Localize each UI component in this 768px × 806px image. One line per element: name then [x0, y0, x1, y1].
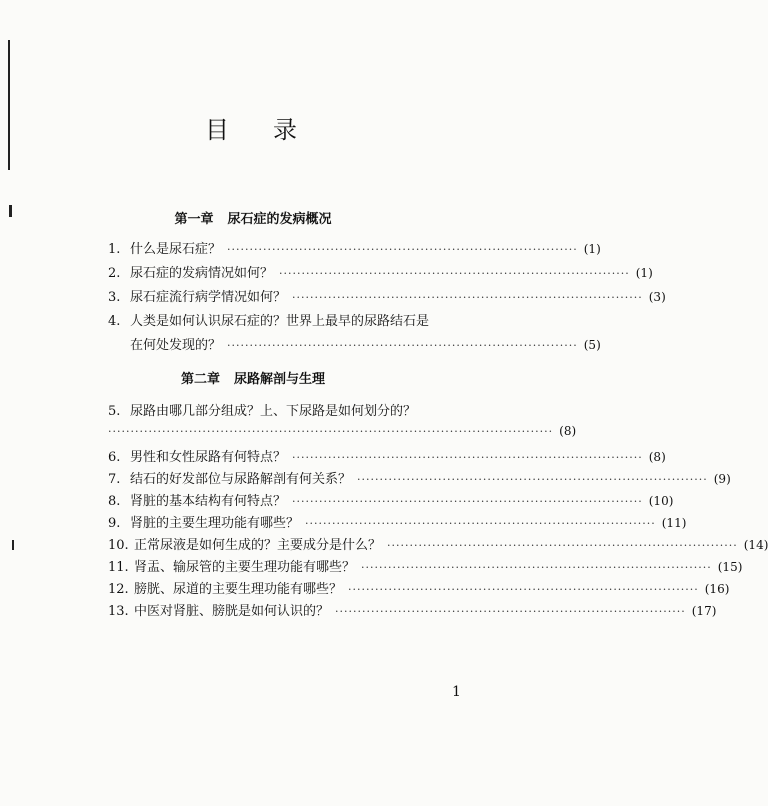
leader-dots: ·············································································· — [227, 243, 578, 256]
toc-entry[interactable] — [108, 556, 743, 576]
entry-page: (3) — [648, 290, 666, 304]
toc-entry[interactable] — [108, 600, 717, 620]
entry-number: 13. — [108, 604, 129, 619]
entry-number: 7. — [108, 472, 121, 487]
entry-number: 5. — [108, 404, 121, 419]
leader-dots: ·············································································· — [292, 495, 643, 508]
toc-entry[interactable] — [108, 262, 653, 282]
toc-entry[interactable] — [108, 446, 666, 466]
entry-number: 11. — [108, 560, 129, 575]
toc-entry[interactable] — [108, 534, 768, 554]
entry-title: 尿路由哪几部分组成？上、下尿路是如何划分的？ — [130, 404, 417, 419]
leader-dots: ·············································································· — [357, 473, 708, 486]
entry-page: (9) — [713, 472, 731, 486]
title-char: 目 — [205, 116, 233, 144]
entry-title: 肾脏的基本结构有何特点？ — [130, 494, 287, 509]
entry-title: 结石的好发部位与尿路解剖有何关系？ — [130, 472, 352, 487]
entry-number: 8. — [108, 494, 121, 509]
leader-dots: ·············································································· — [305, 517, 656, 530]
entry-page: (5) — [583, 338, 601, 352]
chapter-name: 尿路解剖与生理 — [234, 372, 326, 387]
scan-edge-mark — [8, 40, 10, 170]
entry-title: 中医对肾脏、膀胱是如何认识的？ — [134, 604, 330, 619]
chapter-heading — [0, 208, 506, 227]
entry-title: 尿石症的发病情况如何？ — [130, 266, 274, 281]
toc-entry[interactable] — [108, 512, 687, 532]
title-char: 录 — [273, 116, 301, 144]
leader-dots: ·············································································· — [348, 583, 699, 596]
page-title — [0, 110, 506, 145]
chapter-label: 第一章 — [174, 212, 214, 227]
leader-dots: ·············································································· — [279, 267, 630, 280]
entry-page: (17) — [691, 604, 717, 618]
toc-entry[interactable] — [108, 490, 674, 510]
entry-page: (10) — [648, 494, 674, 508]
chapter-heading — [0, 368, 506, 387]
entry-title: 膀胱、尿道的主要生理功能有哪些？ — [134, 582, 343, 597]
toc-entry-continuation[interactable] — [130, 334, 601, 353]
entry-page: (8) — [648, 450, 666, 464]
leader-dots: ·············································································· — [292, 291, 643, 304]
entry-page: (15) — [717, 560, 743, 574]
entry-title: 男性和女性尿路有何特点？ — [130, 450, 287, 465]
entry-page: (8) — [559, 424, 577, 438]
page-number: 1 — [452, 684, 461, 700]
entry-number: 3. — [108, 290, 121, 305]
entry-title: 什么是尿石症？ — [130, 242, 222, 257]
entry-title: 肾脏的主要生理功能有哪些？ — [130, 516, 300, 531]
toc-entry[interactable] — [108, 310, 480, 330]
entry-title: 肾盂、输尿管的主要生理功能有哪些？ — [134, 560, 356, 575]
toc-entry[interactable] — [108, 400, 480, 420]
leader-dots: ·············································································· — [335, 605, 686, 618]
entry-title: 正常尿液是如何生成的？主要成分是什么？ — [134, 538, 382, 553]
entry-page: (1) — [583, 242, 601, 256]
entry-number: 10. — [108, 538, 129, 553]
leader-dots: ·············································································· — [227, 339, 578, 352]
entry-page: (14) — [743, 538, 768, 552]
toc-entry[interactable] — [108, 286, 666, 306]
leader-dots: ·············································································· — [361, 561, 712, 574]
entry-number: 2. — [108, 266, 121, 281]
chapter-name: 尿石症的发病概况 — [227, 212, 332, 227]
entry-number: 1. — [108, 242, 121, 257]
toc-entry[interactable] — [108, 238, 601, 258]
entry-number: 12. — [108, 582, 129, 597]
entry-page: (1) — [635, 266, 653, 280]
entry-number: 6. — [108, 450, 121, 465]
entry-number: 4. — [108, 314, 121, 329]
entry-number: 9. — [108, 516, 121, 531]
toc-entry[interactable] — [108, 578, 730, 598]
leader-dots: ·············································································· — [292, 451, 643, 464]
entry-title: 尿石症流行病学情况如何？ — [130, 290, 287, 305]
chapter-label: 第二章 — [180, 372, 220, 387]
entry-title-continued: 在何处发现的？ — [130, 338, 222, 353]
leader-dots: ··································································································· — [108, 425, 554, 438]
leader-dots: ·············································································· — [387, 539, 738, 552]
scan-edge-mark — [12, 540, 14, 550]
toc-entry-continuation[interactable] — [108, 424, 577, 438]
toc-entry[interactable] — [108, 468, 731, 488]
entry-title: 人类是如何认识尿石症的？世界上最早的尿路结石是 — [130, 314, 430, 329]
entry-page: (11) — [661, 516, 687, 530]
entry-page: (16) — [704, 582, 730, 596]
